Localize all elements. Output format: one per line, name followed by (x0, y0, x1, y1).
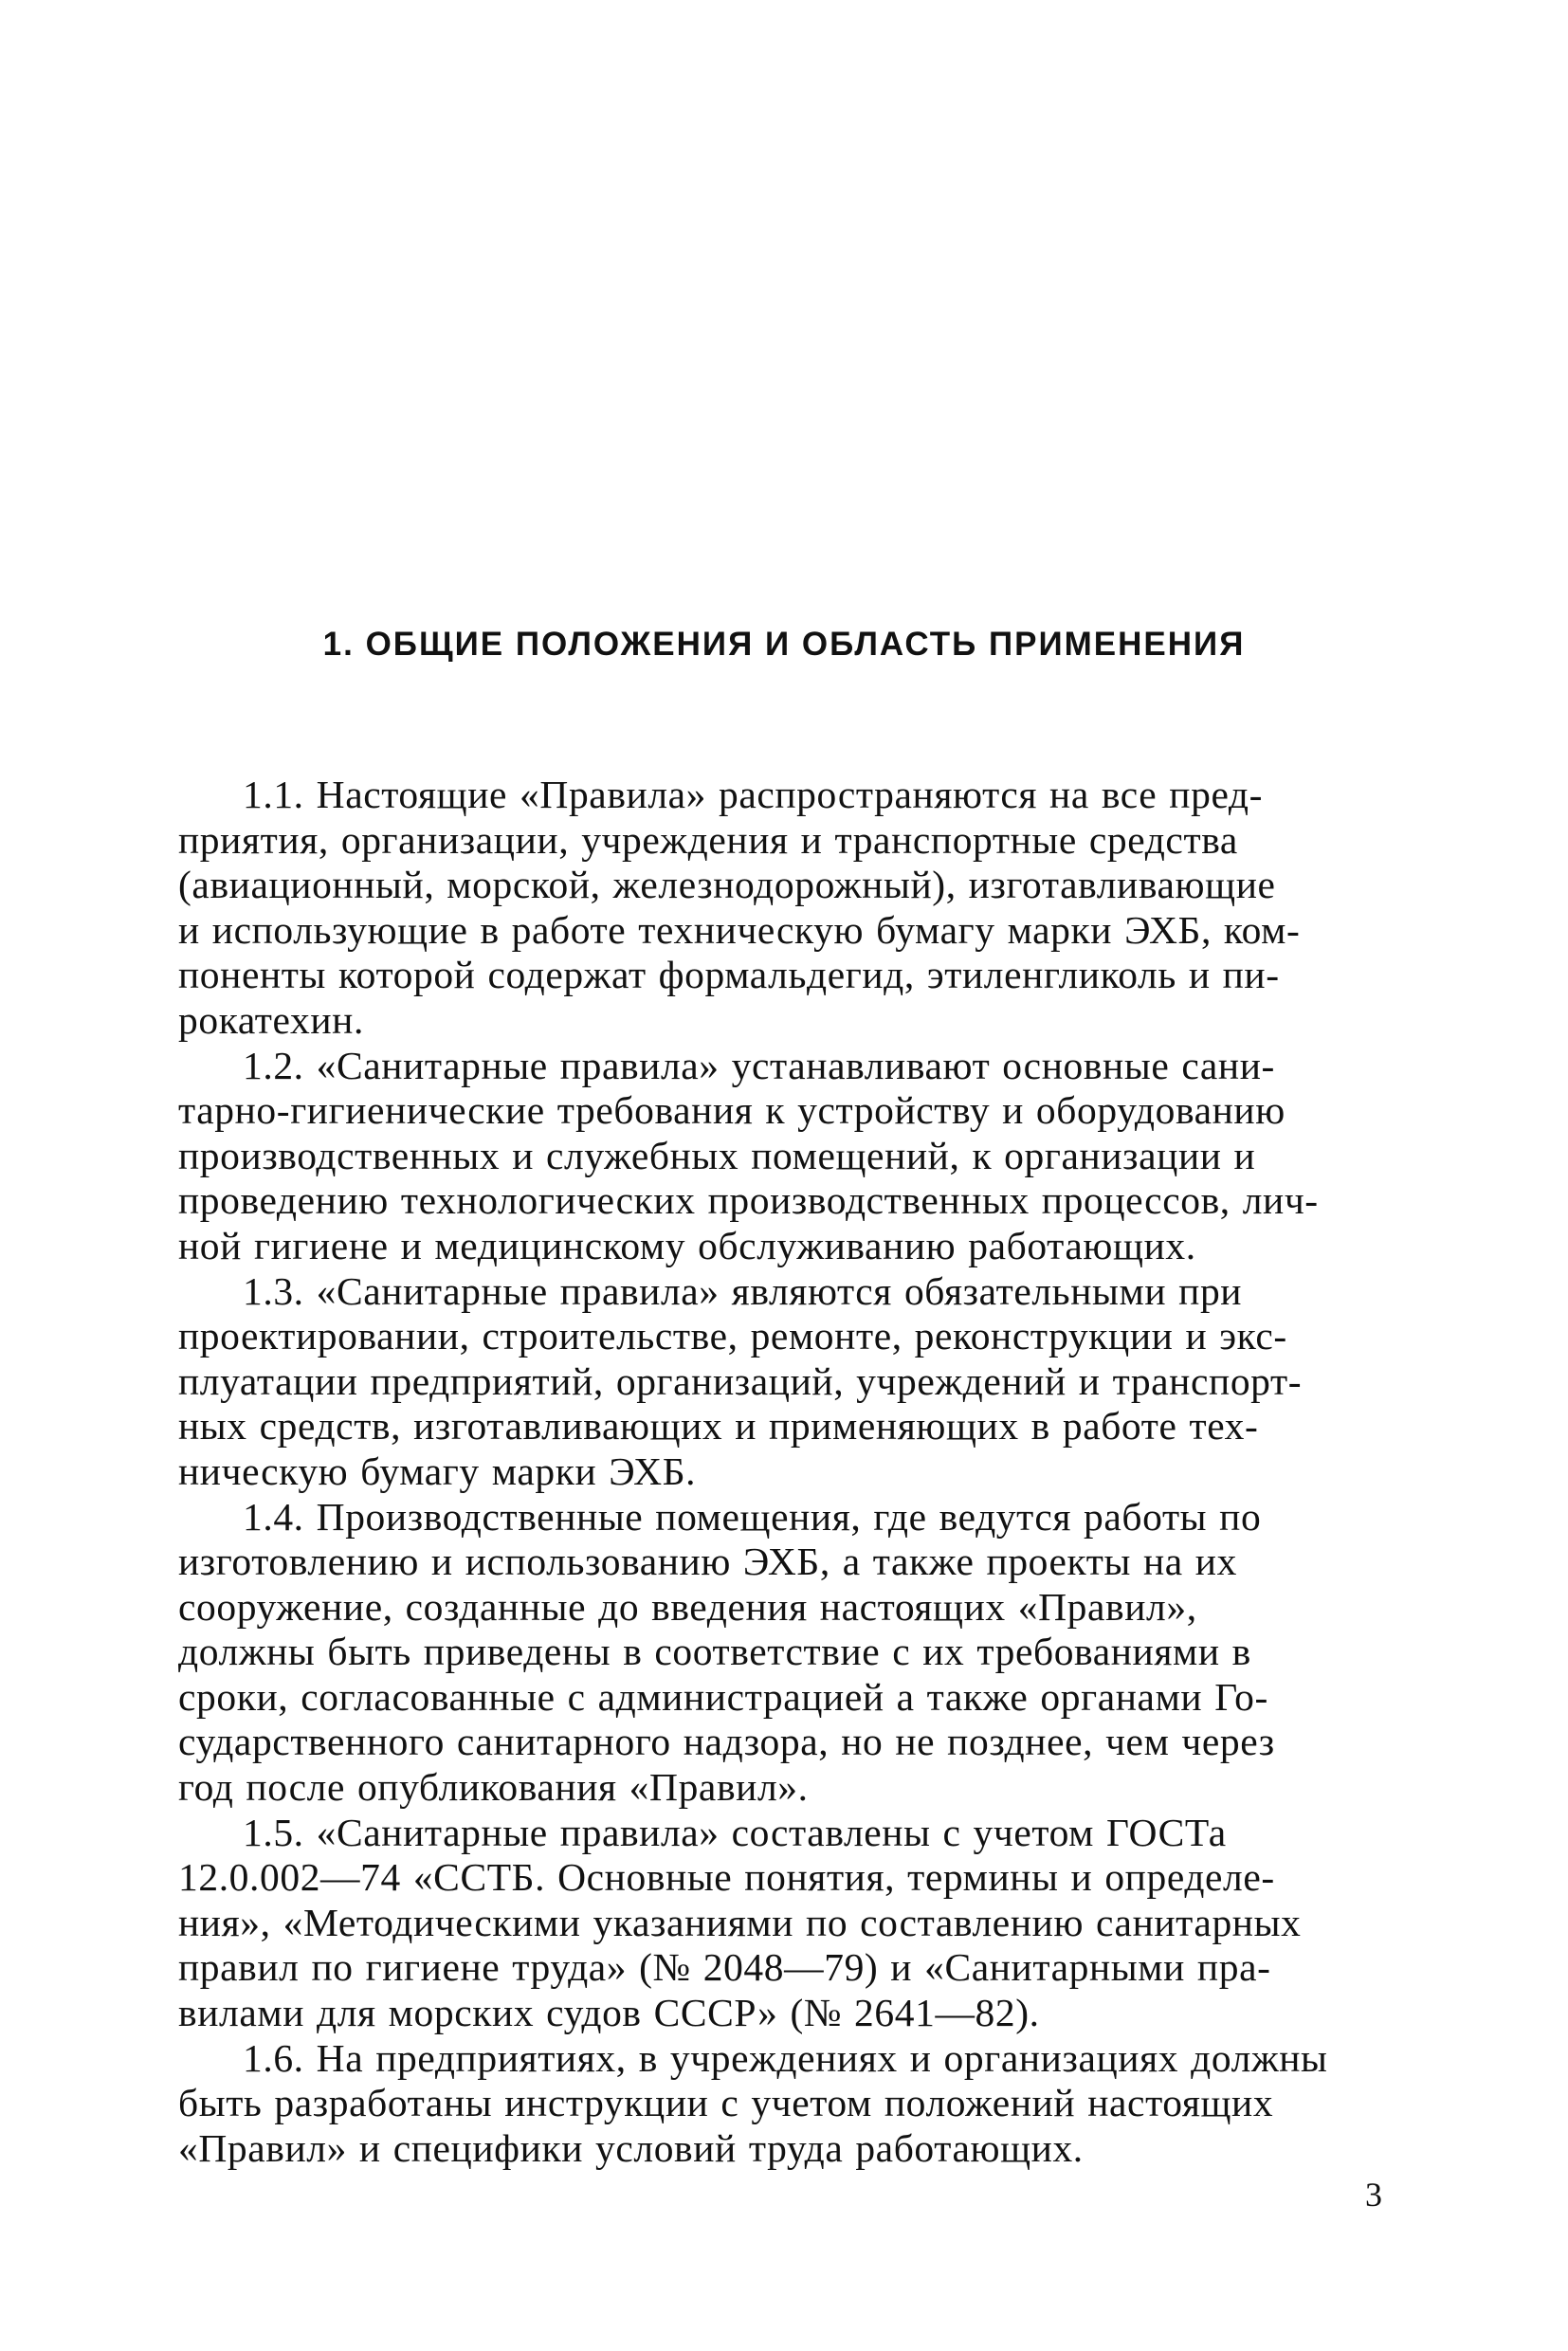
paragraph-1-6: 1.6. На предприятиях, в учреждениях и организациях должны быть разработаны инструкции с учетом положений настоящих «Правил» и специфики условий труда работающих. (178, 2035, 1328, 2170)
section-body (178, 773, 1382, 2171)
page-number: 3 (1365, 2176, 1382, 2214)
paragraph-1-5: 1.5. «Санитарные правила» составлены с учетом ГОСТа 12.0.002—74 «ССТБ. Основные понятия, термины и определе- ния», «Методическими указаниями по составлению санитарных правил по гигиене труда» (№ 2048—79) и «Санитарными пра- вилами для морских судов СССР» (№ 2641—82). (178, 1810, 1302, 2035)
paragraph-1-3: 1.3. «Санитарные правила» являются обязательными при проектировании, строительстве, ремонте, реконструкции и экс- плуатации предприятий, организаций, учреждений и транспорт- ных средств, изготавливающих и применяющих в работе тех- ническую бумагу марки ЭХБ. (178, 1268, 1303, 1493)
paragraph-1-2: 1.2. «Санитарные правила» устанавливают основные сани- тарно-гигиенические требования к устройству и оборудованию производственных и служебных помещений, к организации и проведению технологических производственных процессов, лич- ной гигиене и медицинскому обслуживанию работающих. (178, 1043, 1319, 1267)
paragraph-1-1: 1.1. Настоящие «Правила» распространяются на все пред- приятия, организации, учреждения и транспортные средства (авиационный, морской, железнодорожный), изготавливающие и использующие в работе техническую бумагу марки ЭХБ, ком- поненты которой содержат формальдегид, этиленгликоль и пи- рокатехин. (178, 773, 1301, 1042)
paragraph-1-4: 1.4. Производственные помещения, где ведутся работы по изготовлению и использованию ЭХБ, а также проекты на их сооружение, созданные до введения настоящих «Правил», должны быть приведены в соответствие с их требованиями в сроки, согласованные с администрацией а также органами Го- сударственного санитарного надзора, но не позднее, чем через год после опубликования «Правил». (178, 1494, 1275, 1810)
section-heading: 1. ОБЩИЕ ПОЛОЖЕНИЯ И ОБЛАСТЬ ПРИМЕНЕНИЯ (322, 626, 1246, 663)
